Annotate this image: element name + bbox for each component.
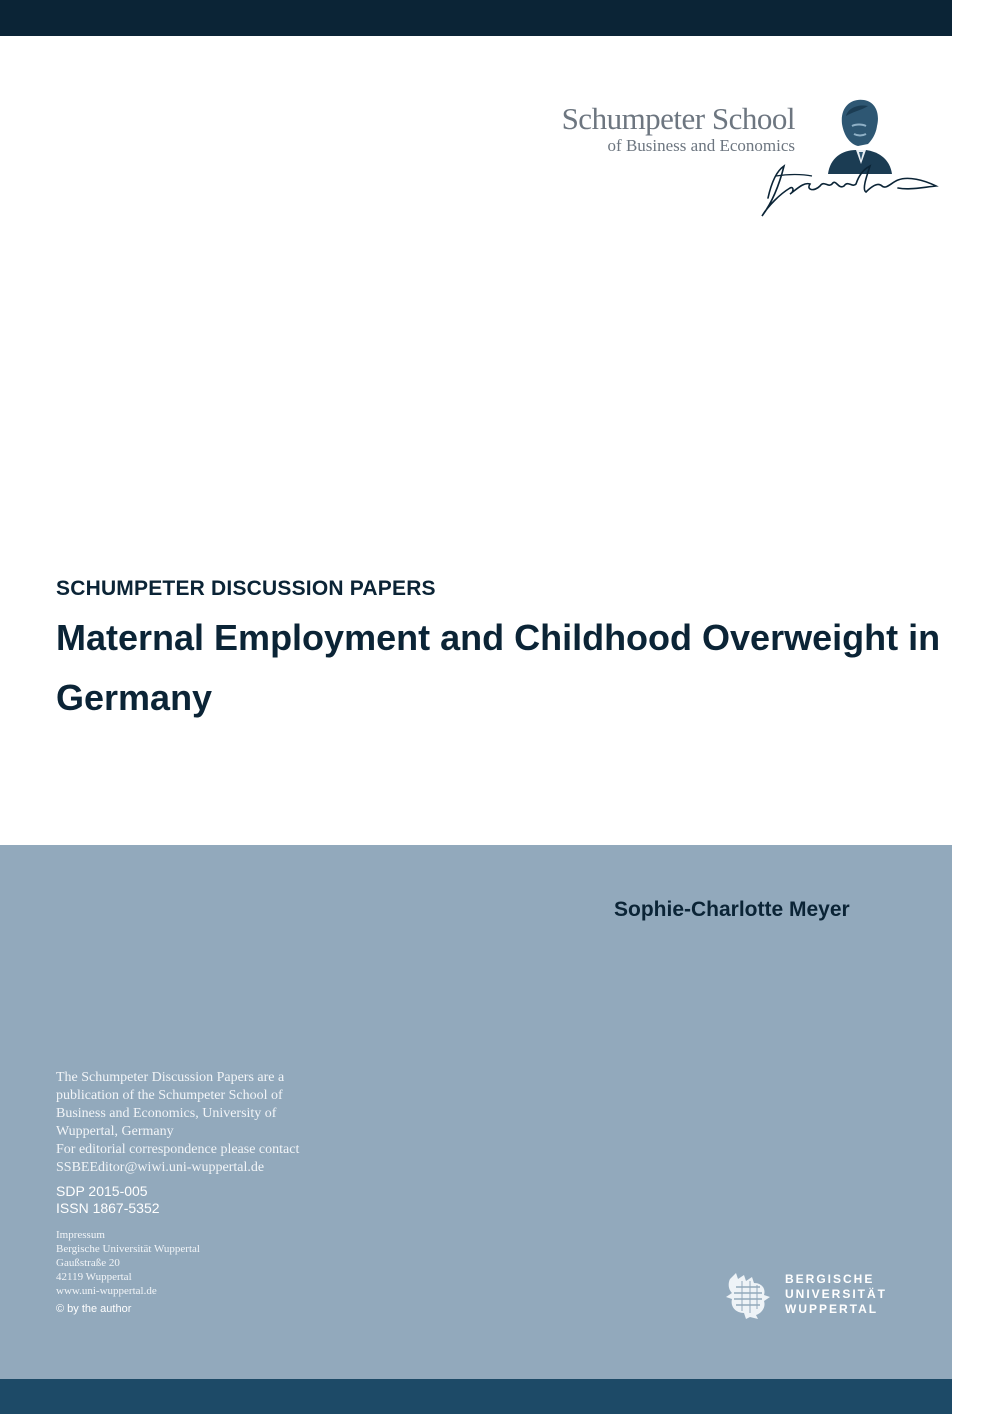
buw-lion-icon: [724, 1269, 772, 1319]
university-logo: [724, 1269, 904, 1319]
logo-text: [562, 102, 795, 156]
university-website-link[interactable]: www.uni-wuppertal.de: [56, 1285, 157, 1297]
schumpeter-school-logo: [540, 88, 950, 228]
info-panel: [0, 845, 952, 1379]
editor-email[interactable]: SSBEEditor@wiwi.uni-wuppertal.de: [56, 1160, 265, 1175]
signature-icon: [758, 158, 940, 220]
top-bar: [0, 0, 952, 36]
impressum-line: Gaußstraße 20: [56, 1257, 120, 1269]
impressum-line: Bergische Universität Wuppertal: [56, 1243, 200, 1255]
author-name: Sophie-Charlotte Meyer: [614, 898, 850, 921]
paper-title: [56, 608, 996, 728]
university-line: BERGISCHE: [785, 1272, 875, 1286]
note-line: Business and Economics, University of: [56, 1106, 277, 1121]
logo-title: Schumpeter School: [561, 101, 795, 136]
note-line: The Schumpeter Discussion Papers are a: [56, 1070, 285, 1085]
title-line: Germany: [56, 677, 213, 718]
note-line: Wuppertal, Germany: [56, 1124, 174, 1139]
series-label: SCHUMPETER DISCUSSION PAPERS: [56, 577, 436, 600]
university-line: WUPPERTAL: [785, 1302, 879, 1316]
impressum-line: 42119 Wuppertal: [56, 1271, 132, 1283]
title-line: Maternal Employment and Childhood Overweight in: [56, 617, 941, 658]
paper-identifiers: [56, 1183, 160, 1217]
university-name: [785, 1272, 887, 1317]
copyright: © by the author: [56, 1303, 132, 1315]
logo-subtitle: of Business and Economics: [607, 136, 795, 155]
issn-number: ISSN 1867-5352: [56, 1200, 160, 1216]
note-line: publication of the Schumpeter School of: [56, 1088, 283, 1103]
impressum-line: Impressum: [56, 1229, 105, 1241]
publication-note: [56, 1069, 356, 1177]
bottom-bar: [0, 1379, 952, 1414]
impressum: [56, 1228, 200, 1298]
note-line: For editorial correspondence please contact: [56, 1142, 300, 1157]
sdp-number: SDP 2015-005: [56, 1183, 148, 1199]
university-line: UNIVERSITÄT: [785, 1287, 888, 1301]
